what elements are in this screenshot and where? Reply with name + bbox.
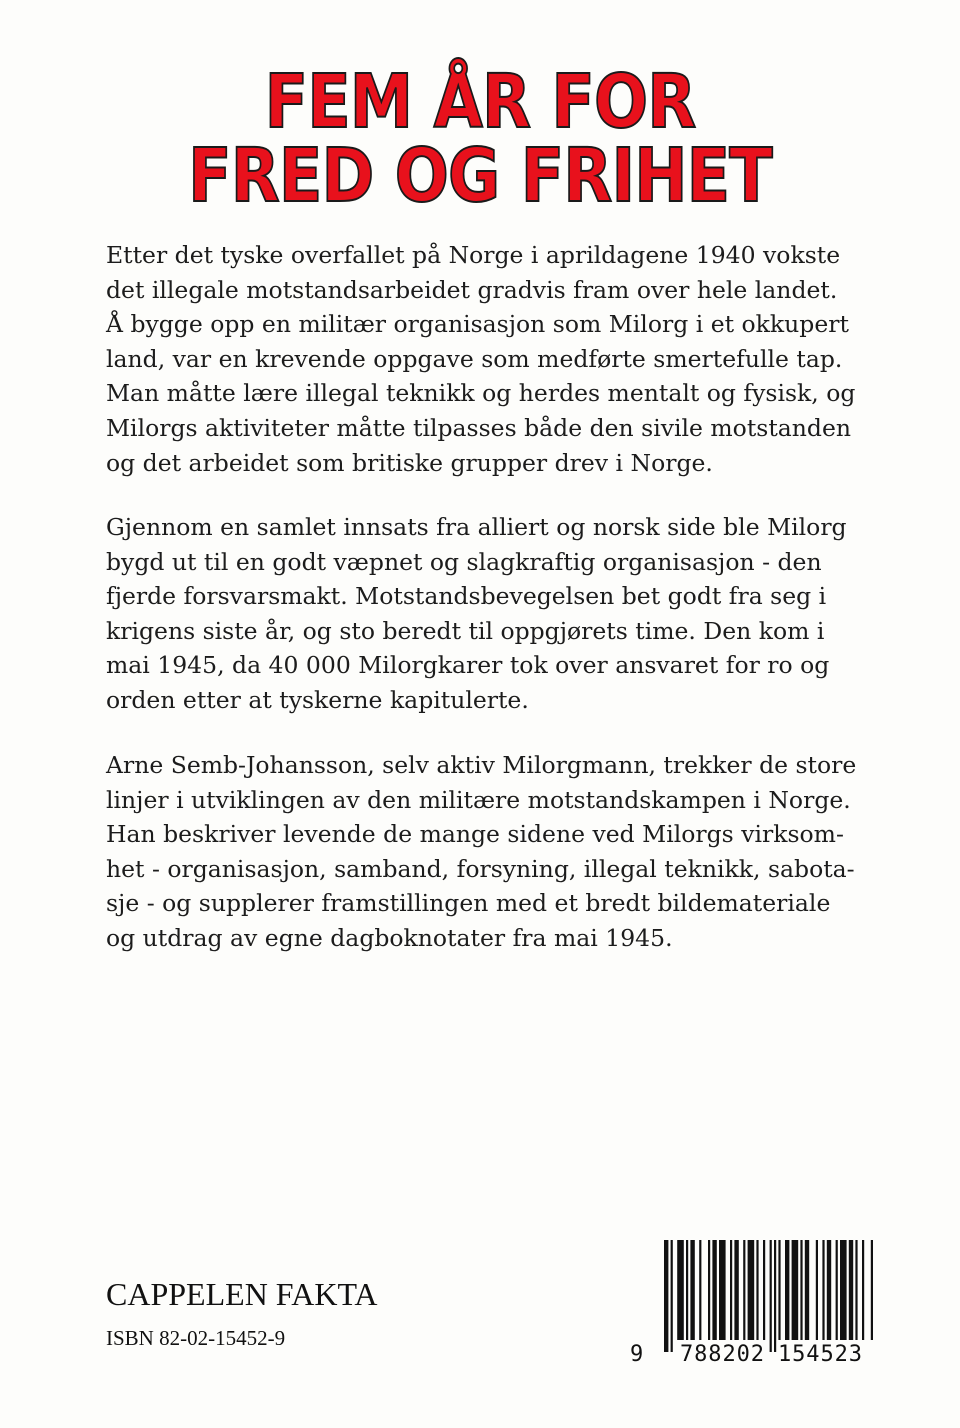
barcode-lead-digit: 9 bbox=[630, 1342, 644, 1364]
barcode-bar bbox=[730, 1240, 732, 1340]
text-line: het - organisasjon, samband, forsyning, illegal teknikk, sabota- bbox=[106, 854, 855, 883]
barcode-bar bbox=[770, 1240, 772, 1352]
barcode-bar bbox=[690, 1240, 694, 1340]
barcode-bar bbox=[792, 1240, 799, 1340]
barcode-bar bbox=[805, 1240, 809, 1340]
barcode-graphic bbox=[628, 1238, 874, 1364]
text-line: Arne Semb-Johansson, selv aktiv Milorgmann, trekker de store bbox=[106, 751, 857, 779]
blurb-paragraph-3 bbox=[106, 748, 866, 956]
text-line: sje - og supplerer framstillingen med et bredt bildemateriale bbox=[106, 889, 831, 918]
text-line: krigens siste år, og sto beredt til oppgjørets time. Den kom i bbox=[106, 616, 825, 645]
barcode-bar bbox=[800, 1240, 802, 1340]
barcode-bar bbox=[664, 1240, 668, 1352]
text-line: Gjennom en samlet innsats fra alliert og norsk side ble Milorg bbox=[106, 513, 847, 541]
text-line: bygd ut til en godt væpnet og slagkraftig organisasjon - den bbox=[106, 547, 822, 576]
text-line: Han beskriver levende de mange sidene ved Milorgs virksom- bbox=[106, 820, 844, 849]
barcode-bar bbox=[855, 1240, 857, 1340]
text-line: og utdrag av egne dagboknotater fra mai 1945. bbox=[106, 923, 673, 952]
barcode-bar bbox=[748, 1240, 755, 1340]
barcode-bar bbox=[671, 1240, 673, 1352]
barcode-right-digits: 154523 bbox=[778, 1342, 862, 1364]
text-line: orden etter at tyskerne kapitulerte. bbox=[106, 685, 529, 714]
text-line: Milorgs aktiviteter måtte tilpasses både den sivile motstanden bbox=[106, 413, 852, 442]
barcode-bar bbox=[822, 1240, 824, 1340]
barcode-bar bbox=[778, 1240, 780, 1340]
text-line: linjer i utviklingen av den militære motstandskampen i Norge. bbox=[106, 785, 851, 814]
barcode-bar bbox=[840, 1240, 847, 1340]
barcode-bar bbox=[712, 1240, 716, 1340]
barcode-bar bbox=[836, 1240, 838, 1340]
blurb-paragraph-2 bbox=[106, 510, 866, 718]
barcode-bar bbox=[719, 1240, 726, 1340]
barcode-bar bbox=[734, 1240, 738, 1340]
barcode-bar bbox=[699, 1240, 701, 1340]
text-line: og det arbeidet som britiske grupper drev i Norge. bbox=[106, 448, 713, 477]
text-line: fjerde forsvarsmakt. Motstandsbevegelsen bet godt fra seg i bbox=[106, 582, 827, 611]
barcode-bar bbox=[708, 1240, 710, 1340]
barcode-bar bbox=[743, 1240, 745, 1340]
title-line-2: FRED OG FRIHET bbox=[188, 133, 772, 219]
isbn-number: ISBN 82-02-15452-9 bbox=[106, 1326, 286, 1350]
barcode-bar bbox=[677, 1240, 684, 1340]
isbn-barcode bbox=[628, 1238, 874, 1364]
barcode-bar bbox=[756, 1240, 758, 1340]
text-line: Etter det tyske overfallet på Norge i aprildagene 1940 vokste bbox=[106, 241, 841, 269]
publisher-series: CAPPELEN FAKTA bbox=[106, 1276, 378, 1312]
barcode-bar bbox=[871, 1240, 873, 1340]
barcode-bar bbox=[816, 1240, 818, 1340]
text-line: land, var en krevende oppgave som medførte smertefulle tap. bbox=[106, 344, 843, 373]
barcode-bar bbox=[827, 1240, 831, 1340]
text-line: Man måtte lære illegal teknikk og herdes mentalt og fysisk, og bbox=[106, 379, 856, 408]
barcode-bar bbox=[686, 1240, 688, 1340]
text-line: mai 1945, da 40 000 Milorgkarer tok over ansvaret for ro og bbox=[106, 651, 830, 680]
barcode-bar bbox=[849, 1240, 853, 1340]
barcode-left-digits: 788202 bbox=[680, 1342, 764, 1364]
text-line: det illegale motstandsarbeidet gradvis fram over hele landet. bbox=[106, 275, 838, 304]
blurb-paragraph-1 bbox=[106, 238, 866, 480]
barcode-bar bbox=[862, 1240, 864, 1340]
barcode-bar bbox=[774, 1240, 776, 1352]
title-line-1: FEM ÅR FOR bbox=[264, 59, 696, 145]
barcode-bars bbox=[664, 1240, 873, 1352]
barcode-bar bbox=[763, 1240, 765, 1340]
barcode-bar bbox=[785, 1240, 789, 1340]
text-line: Å bygge opp en militær organisasjon som Milorg i et okkupert bbox=[106, 310, 849, 339]
